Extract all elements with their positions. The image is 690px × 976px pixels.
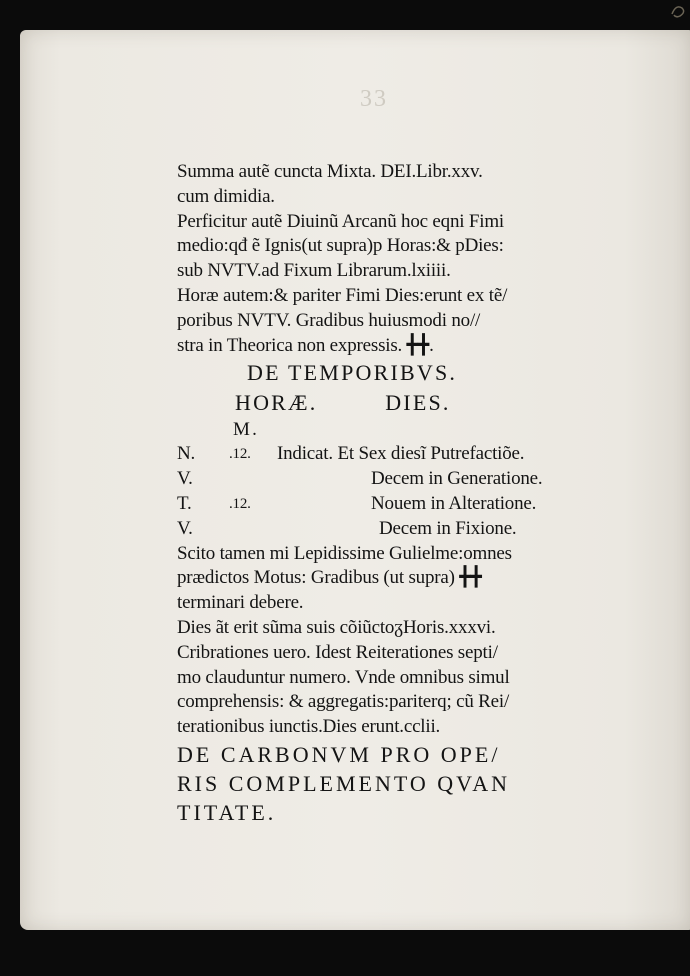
text-line: medio:qđ ẽ Ignis(ut supra)p Horas:& pDies: — [177, 235, 504, 257]
text-line: terminari debere. — [177, 592, 304, 614]
text-line: comprehensis: & aggregatis:pariterq; cũ Rei/ — [177, 691, 510, 713]
minutes-label: M. — [233, 419, 260, 441]
row-days: Decem in Generatione. — [371, 468, 543, 490]
text-line: Horæ autem:& pariter Fimi Dies:erunt ex tẽ/ — [177, 284, 508, 306]
row-letter: V. — [177, 468, 193, 490]
page-number: 33 — [360, 86, 388, 112]
text-line: stra in Theorica non expressis. ╋╋. — [177, 334, 434, 356]
days-label: DIES. — [385, 390, 451, 416]
table-row — [177, 467, 587, 492]
page-text — [177, 160, 587, 827]
table-heading: DE TEMPORIBVS. — [247, 360, 458, 386]
text-line: mo clauduntur numero. Vnde omnibus simul — [177, 666, 510, 688]
corner-ornament-icon — [668, 0, 690, 22]
text-line: Perficitur autẽ Diuinũ Arcanũ hoc eqni Fimi — [177, 210, 504, 232]
row-days: Decem in Fixione. — [379, 517, 517, 539]
table-row — [177, 517, 587, 542]
table-row — [177, 492, 587, 517]
row-letter: V. — [177, 517, 193, 539]
row-days: Nouem in Alteratione. — [371, 492, 537, 514]
book-page — [20, 30, 690, 930]
table-subheading — [235, 388, 587, 418]
row-hours: .12. — [229, 446, 251, 463]
row-hours — [229, 517, 277, 542]
text-line: Dies ãt erit sũma suis cõiũctoᵹHoris.xxxvi. — [177, 616, 496, 638]
text-line: Summa autẽ cuncta Mixta. DEI.Libr.xxv. — [177, 161, 483, 182]
text-line: Scito tamen mi Lepidissime Gulielme:omnes — [177, 542, 512, 564]
closing-heading-line: RIS COMPLEMENTO QVAN — [177, 770, 511, 796]
closing-heading-line: TITATE. — [177, 799, 277, 825]
text-line: sub NVTV.ad Fixum Librarum.lxiiii. — [177, 260, 451, 282]
table-row — [177, 442, 587, 467]
hours-label: HORÆ. — [235, 390, 318, 416]
text-line: poribus NVTV. Gradibus huiusmodi no// — [177, 309, 481, 331]
closing-heading-line: DE CARBONVM PRO OPE/ — [177, 741, 501, 767]
row-letter: T. — [177, 492, 192, 514]
row-letter: N. — [177, 443, 196, 465]
row-hours: .12. — [229, 495, 251, 512]
row-hours — [229, 467, 277, 492]
text-line: cum dimidia. — [177, 185, 275, 207]
row-days: Indicat. Et Sex diesĩ Putrefactiõe. — [277, 443, 525, 465]
text-line: prædictos Motus: Gradibus (ut supra) ╋╋ — [177, 567, 482, 589]
text-line: Cribrationes uero. Idest Reiterationes septi/ — [177, 641, 498, 663]
text-line: terationibus iunctis.Dies erunt.cclii. — [177, 716, 441, 738]
